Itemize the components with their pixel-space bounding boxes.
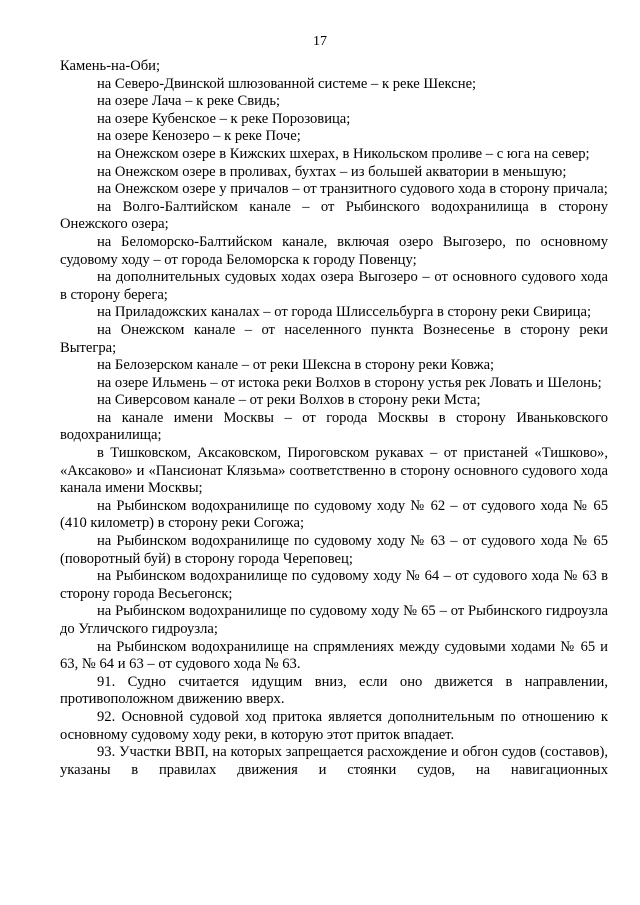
paragraph: Камень-на-Оби; bbox=[60, 58, 161, 74]
paragraph: на Рыбинском водохранилище по судовому ходу № 62 – от судового хода № 65 (410 километр) в сторону реки Согожа; bbox=[60, 497, 608, 532]
paragraph: на озере Кенозеро – к реке Поче; bbox=[97, 128, 301, 145]
paragraph: на канале имени Москвы – от города Москвы в сторону Иваньковского водохранилища; bbox=[60, 409, 608, 444]
paragraph: на Приладожских каналах – от города Шлиссельбурга в сторону реки Свирица; bbox=[97, 304, 592, 321]
paragraph: на Онежском озере у причалов – от транзитного судового хода в сторону причала; bbox=[97, 181, 608, 198]
paragraph: 93. Участки ВВП, на которых запрещается расхождение и обгон судов (составов), указаны в правилах движения и стоянки судов, на навигационных bbox=[60, 744, 608, 778]
paragraph: на Сиверсовом канале – от реки Волхов в сторону реки Мста; bbox=[97, 392, 481, 409]
paragraph: в Тишковском, Аксаковском, Пироговском рукавах – от пристаней «Тишково», «Аксаково» и «Пансионат Клязьма» соответственно в сторону основного судового хода канала имени Москвы; bbox=[60, 445, 608, 497]
paragraph: на Северо-Двинской шлюзованной системе – к реке Шексне; bbox=[97, 75, 477, 92]
paragraph: на Онежском озере в проливах, бухтах – из большей акватории в меньшую; bbox=[97, 163, 567, 180]
paragraph: на Беломорско-Балтийском канале, включая озеро Выгозеро, по основному судовому ходу – от города Беломорска к городу Повенцу; bbox=[60, 233, 608, 268]
paragraph: на дополнительных судовых ходах озера Выгозеро – от основного судового хода в сторону берега; bbox=[60, 269, 608, 303]
paragraph: на озере Кубенское – к реке Порозовица; bbox=[97, 110, 351, 127]
paragraph: на Волго-Балтийском канале – от Рыбинского водохранилища в сторону Онежского озера; bbox=[60, 198, 608, 233]
paragraph: на Рыбинском водохранилище на спрямлениях между судовыми ходами № 65 и 63, № 64 и 63 – от судового хода № 63. bbox=[60, 638, 608, 673]
paragraph: на озере Лача – к реке Свидь; bbox=[97, 93, 281, 110]
paragraph: на Рыбинском водохранилище по судовому ходу № 64 – от судового хода № 63 в сторону города Весьегонск; bbox=[60, 568, 608, 602]
page-number: 17 bbox=[313, 34, 327, 49]
paragraph: на Онежском озере в Кижских шхерах, в Никольском проливе – с юга на север; bbox=[97, 145, 590, 162]
paragraph: на Рыбинском водохранилище по судовому ходу № 63 – от судового хода № 65 (поворотный буй) в сторону города Череповец; bbox=[60, 533, 608, 567]
paragraph: 92. Основной судовой ход притока является дополнительным по отношению к основному судовому ходу реки, в которую этот приток впадает. bbox=[60, 708, 608, 743]
paragraph: на озере Ильмень – от истока реки Волхов в сторону устья рек Ловать и Шелонь; bbox=[97, 374, 602, 391]
paragraph: 91. Судно считается идущим вниз, если оно движется в направлении, противоположном движению вверх. bbox=[60, 673, 608, 708]
paragraph: на Рыбинском водохранилище по судовому ходу № 65 – от Рыбинского гидроузла до Угличского гидроузла; bbox=[60, 603, 608, 637]
paragraph: на Белозерском канале – от реки Шексна в сторону реки Ковжа; bbox=[97, 357, 495, 374]
paragraph: на Онежском канале – от населенного пункта Вознесенье в сторону реки Вытегра; bbox=[60, 321, 608, 356]
document-body bbox=[60, 58, 608, 779]
